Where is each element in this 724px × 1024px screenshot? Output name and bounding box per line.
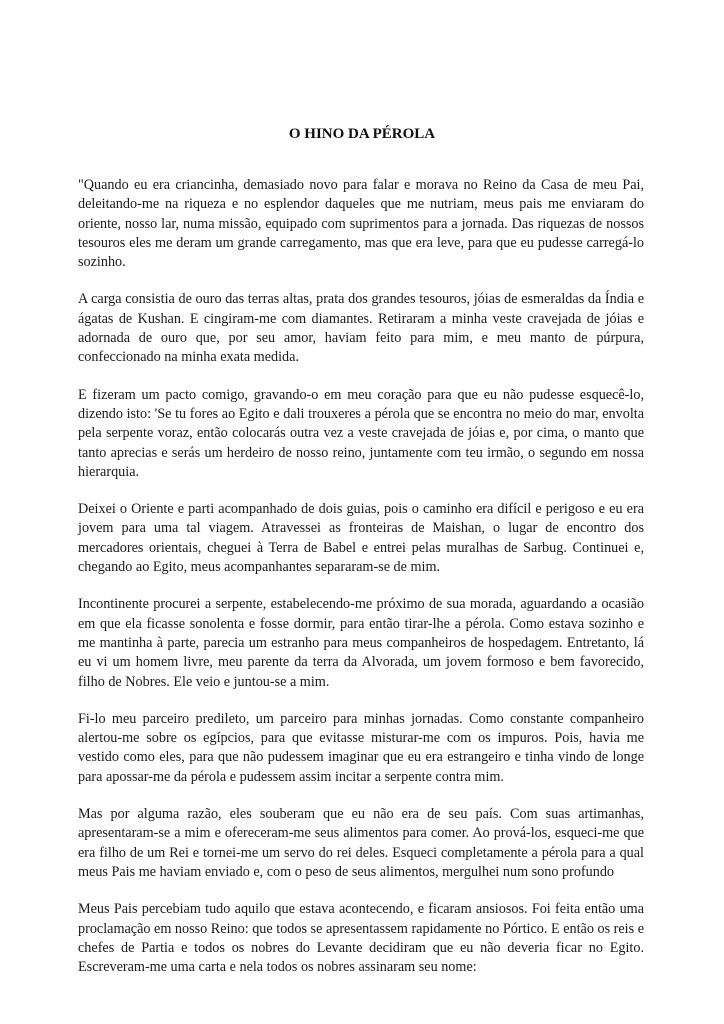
paragraph-3: E fizeram um pacto comigo, gravando-o em meu coração para que eu não pudesse esquecê-lo, dizendo isto: 'Se tu fores ao Egito e dali trouxeres a pérola que se encontra no meio do mar, envolta pela serpente voraz, então colocarás outra vez a veste cravejada de jóias e, por cima, o manto que tanto aprecias e serás um herdeiro de nosso reino, juntamente com teu irmão, o segundo em nossa hierarquia. xyxy=(78,386,644,480)
paragraph-5: Incontinente procurei a serpente, estabelecendo-me próximo de sua morada, aguardando a ocasião em que ela ficasse sonolenta e fosse dormir, para então tirar-lhe a pérola. Como estava sozinho e me mantinha à parte, parecia um estranho para meus companheiros de hospedagem. Entretanto, lá eu vi um homem livre, meu parente da terra da Alvorada, um jovem formoso e bem favorecido, filho de Nobres. Ele veio e juntou-se a mim. xyxy=(78,596,644,690)
paragraph-4: Deixei o Oriente e parti acompanhado de dois guias, pois o caminho era difícil e perigoso e eu era jovem para uma tal viagem. Atravessei as fronteiras de Maishan, o lugar de encontro dos mercadores orientais, cheguei à Terra de Babel e entrei pelas muralhas de Sarbug. Continuei e, chegando ao Egito, meus acompanhantes separaram-se de mim. xyxy=(78,501,644,576)
paragraph-1: "Quando eu era criancinha, demasiado novo para falar e morava no Reino da Casa de meu Pai, deleitando-me na riqueza e no esplendor daqueles que me nutriam, meus pais me enviaram do oriente, nosso lar, numa missão, equipado com suprimentos para a jornada. Das riquezas de nossos tesouros eles me deram um grande carregamento, mas que era leve, para que eu pudesse carregá-lo sozinho. xyxy=(78,177,644,271)
document-body xyxy=(78,176,644,995)
paragraph-2: A carga consistia de ouro das terras altas, prata dos grandes tesouros, jóias de esmeraldas da Índia e ágatas de Kushan. E cingiram-me com diamantes. Retiraram a minha veste cravejada de jóias e adornada de ouro que, por seu amor, haviam feito para mim, e meu manto de púrpura, confeccionado na minha exata medida. xyxy=(78,291,644,366)
paragraph-7: Mas por alguma razão, eles souberam que eu não era de seu país. Com suas artimanhas, apresentaram-se a mim e ofereceram-me seus alimentos para comer. Ao prová-los, esqueci-me que era filho de um Rei e tornei-me um servo do rei deles. Esqueci completamente a pérola para a qual meus Pais me haviam enviado e, com o peso de seus alimentos, mergulhei num sono profundo xyxy=(78,806,644,880)
document-title: O HINO DA PÉROLA xyxy=(288,126,436,142)
paragraph-6: Fi-lo meu parceiro predileto, um parceiro para minhas jornadas. Como constante companheiro alertou-me sobre os egípcios, para que evitasse misturar-me com os impuros. Pois, havia me vestido como eles, para que não pudessem imaginar que eu era estrangeiro e tinha vindo de longe para apossar-me da pérola e pudessem assim incitar a serpente contra mim. xyxy=(78,710,644,785)
paragraph-8: Meus Pais percebiam tudo aquilo que estava acontecendo, e ficaram ansiosos. Foi feita então uma proclamação em nosso Reino: que todos se apresentassem rapidamente no Pórtico. E então os reis e chefes de Partia e todos os nobres do Levante decidiram que eu não deveria ficar no Egito. Escreveram-me uma carta e nela todos os nobres assinaram seu nome: xyxy=(78,901,644,976)
